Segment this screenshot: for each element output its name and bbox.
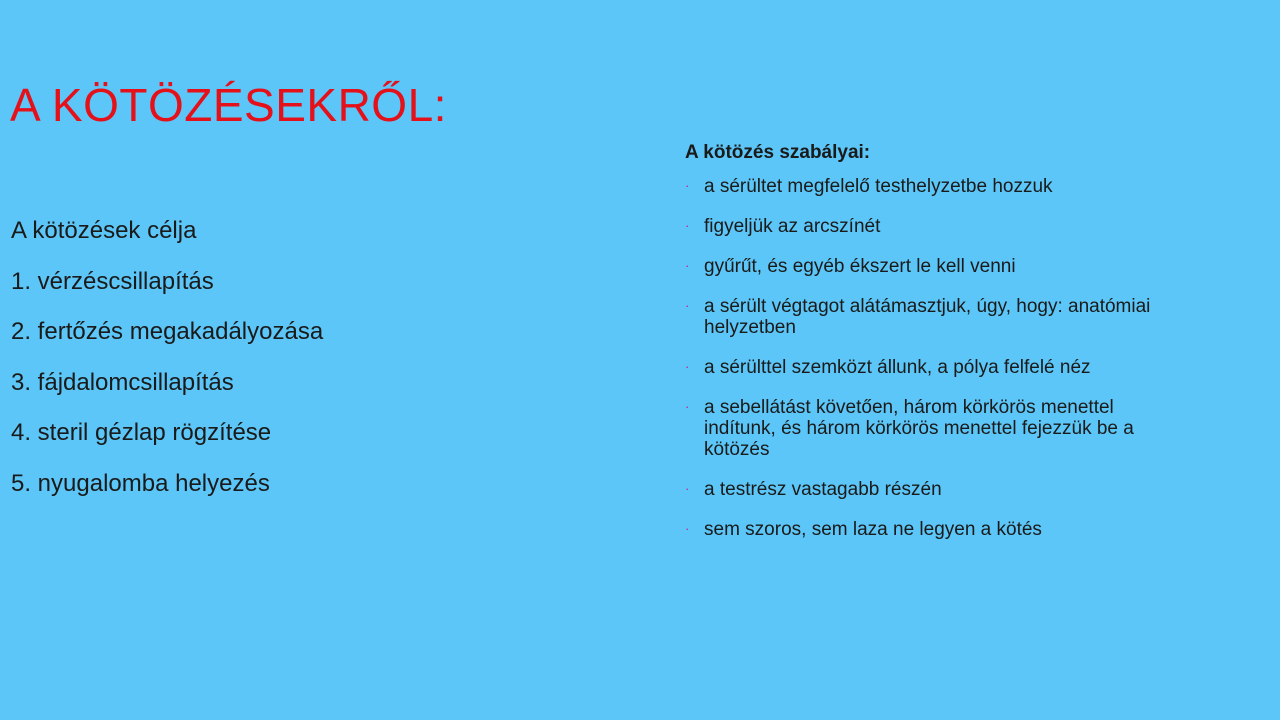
- purpose-item: 5. nyugalomba helyezés: [11, 469, 270, 497]
- rules-item-text: sem szoros, sem laza ne legyen a kötés: [704, 519, 1042, 540]
- rules-item-text: gyűrűt, és egyéb ékszert le kell venni: [704, 256, 1016, 277]
- rules-heading: A kötözés szabályai:: [685, 142, 871, 163]
- rules-item-text: a sérülttel szemközt állunk, a pólya felfelé néz: [704, 357, 1091, 378]
- rules-list: [685, 176, 1165, 540]
- purpose-item: 4. steril gézlap rögzítése: [11, 419, 272, 447]
- purpose-item: 1. vérzéscsillapítás: [11, 267, 214, 295]
- slide-title: A KÖTÖZÉSEKRŐL:: [10, 79, 447, 131]
- bullet-icon: ·: [685, 399, 690, 414]
- rules-item-text: a testrész vastagabb részén: [704, 479, 942, 500]
- bullet-icon: ·: [685, 521, 690, 536]
- rules-list-item: [685, 357, 1165, 378]
- rules-list-item: [685, 479, 1165, 500]
- rules-list-item: [685, 176, 1165, 197]
- rules-list-item: [685, 519, 1165, 540]
- rules-section: [685, 140, 1165, 559]
- purpose-section: [11, 214, 611, 518]
- purpose-heading: A kötözések célja: [11, 217, 197, 244]
- rules-list-item: [685, 296, 1165, 338]
- rules-item-text: a sérült végtagot alátámasztjuk, úgy, hogy: anatómiai helyzetben: [704, 296, 1151, 338]
- purpose-item: 2. fertőzés megakadályozása: [11, 318, 324, 346]
- rules-list-item: [685, 256, 1165, 277]
- bullet-icon: ·: [685, 481, 690, 496]
- bullet-icon: ·: [685, 359, 690, 374]
- bullet-icon: ·: [685, 218, 690, 233]
- rules-item-text: a sérültet megfelelő testhelyzetbe hozzuk: [704, 176, 1053, 197]
- rules-item-text: figyeljük az arcszínét: [704, 216, 881, 237]
- rules-item-text: a sebellátást követően, három körkörös menettel indítunk, és három körkörös menettel fejezzük be a kötözés: [704, 397, 1134, 460]
- purpose-item: 3. fájdalomcsillapítás: [11, 368, 234, 396]
- rules-list-item: [685, 397, 1165, 460]
- bullet-icon: ·: [685, 178, 690, 193]
- bullet-icon: ·: [685, 298, 690, 313]
- rules-list-item: [685, 216, 1165, 237]
- bullet-icon: ·: [685, 258, 690, 273]
